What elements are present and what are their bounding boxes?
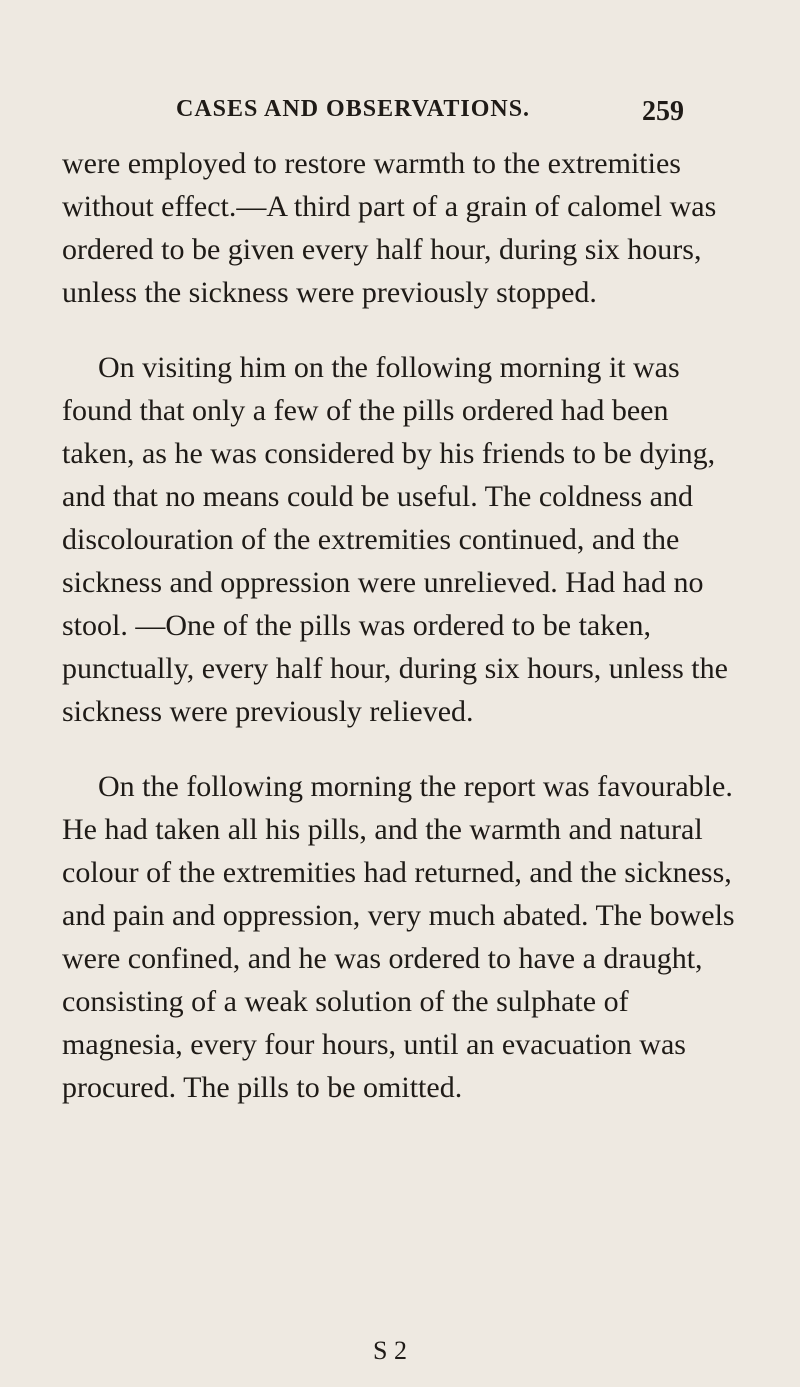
body-text	[62, 142, 738, 1109]
paragraph-following-morning: On the following morning the report was favourable. He had taken all his pills, and the warmth and natural colour of the extremities had returned, and the sickness, and pain and oppression, very much abated. The bowels were confined, and he was ordered to have a draught, consisting of a weak solution of the sulphate of magnesia, every four hours, until an evacuation was procured. The pills to be omitted.	[62, 770, 735, 1104]
paragraph-visit-report: On visiting him on the following morning it was found that only a few of the pills ordered had been taken, as he was considered by his friends to be dying, and that no means could be useful. The coldness and discolouration of the extremities continued, and the sickness and oppression were unrelieved. Had had no stool. —One of the pills was ordered to be taken, punctually, every half hour, during six hours, unless the sickness were previously relieved.	[62, 351, 728, 728]
paragraph-continuation: were employed to restore warmth to the extremities without effect.—A third part of a grain of calomel was ordered to be given every half hour, during six hours, unless the sickness were previously stopped.	[62, 147, 717, 309]
signature-mark: S 2	[373, 1336, 407, 1365]
page-number: 259	[642, 96, 684, 127]
running-header	[176, 96, 684, 126]
running-title: CASES AND OBSERVATIONS.	[176, 96, 531, 122]
